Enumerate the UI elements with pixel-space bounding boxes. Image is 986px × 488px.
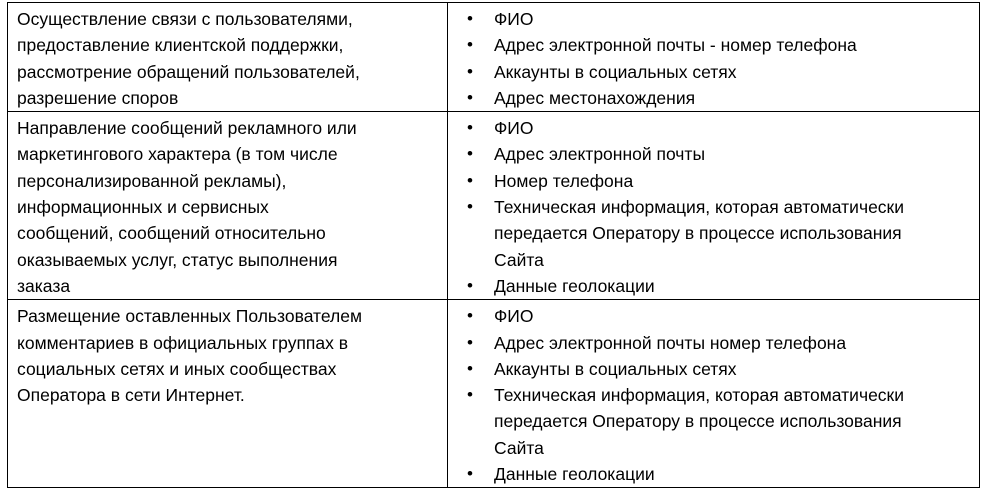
list-item-text: ФИО bbox=[494, 118, 534, 139]
list-item bbox=[448, 168, 975, 194]
list-item-text: Аккаунты в социальных сетях bbox=[494, 61, 737, 82]
list-item-text: Техническая информация, которая автоматически передается Оператору в процессе использования Сайта bbox=[494, 385, 904, 458]
bullet-icon: • bbox=[467, 9, 473, 28]
bullet-icon: • bbox=[467, 35, 473, 55]
list-item-text: Адрес электронной почты номер телефона bbox=[494, 332, 847, 353]
list-item bbox=[448, 141, 975, 167]
list-item bbox=[448, 356, 975, 382]
bullet-icon: • bbox=[467, 61, 473, 81]
purpose-cell bbox=[8, 300, 448, 488]
bullet-icon: • bbox=[467, 118, 473, 138]
list-item-text: Данные геолокации bbox=[494, 275, 655, 296]
bullet-icon: • bbox=[467, 358, 473, 378]
bullet-icon: • bbox=[467, 144, 473, 164]
table-body bbox=[8, 3, 980, 488]
bullet-icon: • bbox=[467, 87, 473, 107]
list-item bbox=[448, 461, 975, 487]
bullet-icon: • bbox=[467, 197, 473, 217]
table-row bbox=[8, 112, 980, 300]
purpose-text: Осуществление связи с пользователями, предоставление клиентской поддержки, рассмотрение обращений пользователей, разрешение споров bbox=[17, 9, 360, 108]
bullet-icon: • bbox=[467, 332, 473, 352]
data-processing-table bbox=[7, 2, 980, 488]
purpose-text: Направление сообщений рекламного или маркетингового характера (в том числе персонализированной рекламы), информационных и сервисных сообщений, сообщений относительно оказываемых услуг, статус выполнения заказа bbox=[17, 118, 357, 296]
list-item-text: ФИО bbox=[494, 306, 534, 327]
list-item bbox=[448, 194, 975, 273]
list-item-text: Адрес электронной почты - номер телефона bbox=[494, 35, 857, 56]
list-item-text: Номер телефона bbox=[494, 170, 634, 191]
data-categories-list bbox=[448, 6, 975, 111]
list-item bbox=[448, 330, 975, 356]
list-item-text: ФИО bbox=[494, 9, 534, 29]
purpose-cell bbox=[8, 3, 448, 112]
bullet-icon: • bbox=[467, 306, 473, 326]
data-categories-list bbox=[448, 115, 975, 299]
bullet-icon: • bbox=[467, 170, 473, 190]
purpose-cell bbox=[8, 112, 448, 300]
table-row bbox=[8, 300, 980, 488]
list-item bbox=[448, 32, 975, 58]
list-item bbox=[448, 273, 975, 299]
list-item-text: Адрес местонахождения bbox=[494, 87, 696, 108]
list-item-text: Адрес электронной почты bbox=[494, 144, 706, 165]
list-item bbox=[448, 59, 975, 85]
data-categories-cell bbox=[448, 300, 980, 488]
list-item bbox=[448, 6, 975, 32]
list-item bbox=[448, 382, 975, 461]
list-item bbox=[448, 85, 975, 111]
bullet-icon: • bbox=[467, 275, 473, 295]
table-row bbox=[8, 3, 980, 112]
list-item bbox=[448, 115, 975, 141]
list-item bbox=[448, 303, 975, 329]
list-item-text: Аккаунты в социальных сетях bbox=[494, 358, 737, 379]
data-categories-cell bbox=[448, 112, 980, 300]
data-categories-cell bbox=[448, 3, 980, 112]
bullet-icon: • bbox=[467, 385, 473, 405]
purpose-text: Размещение оставленных Пользователем комментариев в официальных группах в социальных сетях и иных сообществах Оператора в сети Интернет. bbox=[17, 306, 362, 406]
list-item-text: Данные геолокации bbox=[494, 464, 655, 485]
data-categories-list bbox=[448, 303, 975, 487]
bullet-icon: • bbox=[467, 464, 473, 484]
list-item-text: Техническая информация, которая автоматически передается Оператору в процессе использования Сайта bbox=[494, 197, 904, 270]
